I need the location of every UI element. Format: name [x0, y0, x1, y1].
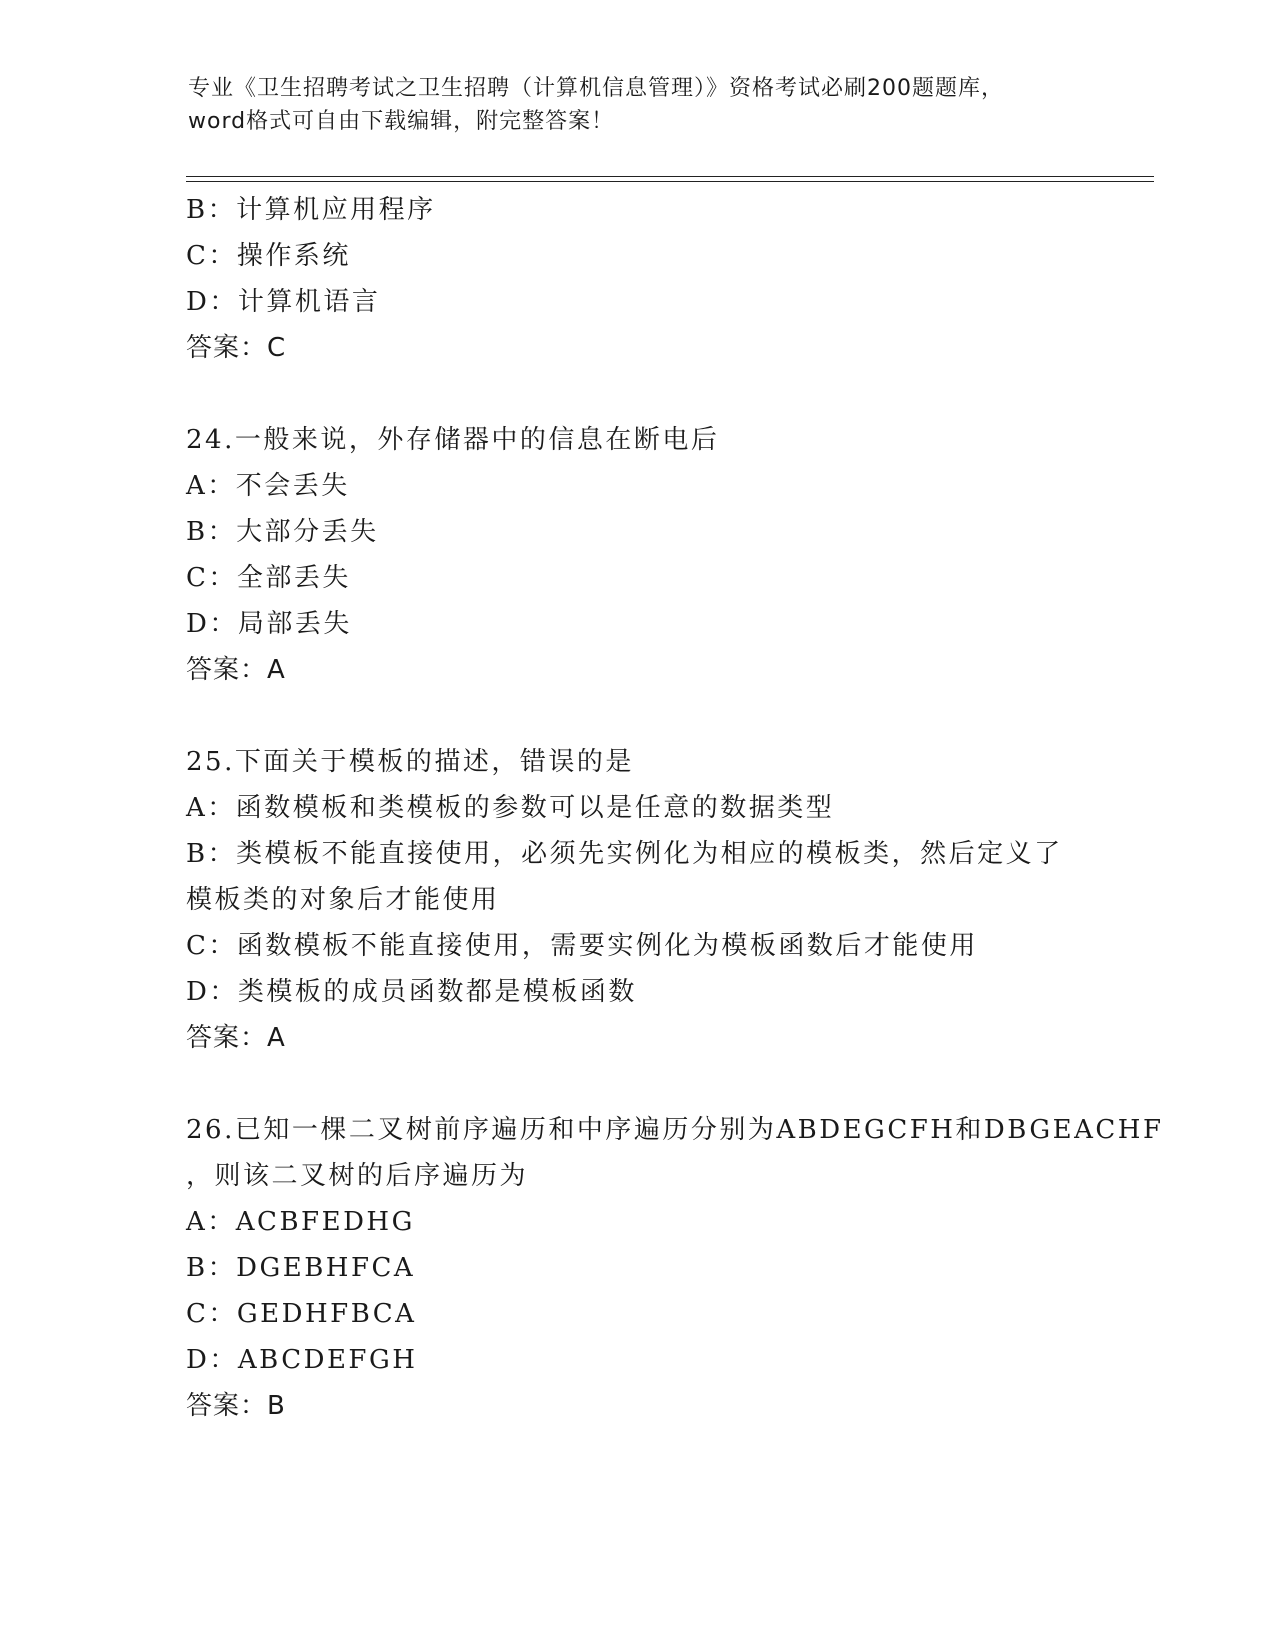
answer: 答案：C	[186, 333, 287, 363]
option-b-continued: 模板类的对象后才能使用	[186, 885, 500, 915]
option-a: A：不会丢失	[186, 471, 350, 501]
question-25	[186, 739, 1086, 1061]
question-stem: 26.已知一棵二叉树前序遍历和中序遍历分别为ABDEGCFH和DBGEACHF	[186, 1115, 1164, 1145]
question-stem-continued: ，则该二叉树的后序遍历为	[186, 1161, 529, 1191]
answer: 答案：A	[186, 655, 286, 685]
question-stem: 25.下面关于模板的描述，错误的是	[186, 747, 634, 777]
option-a: A：函数模板和类模板的参数可以是任意的数据类型	[186, 793, 835, 823]
spacer	[186, 371, 1086, 417]
option-c: C：全部丢失	[186, 563, 351, 593]
option-b: B：DGEBHFCA	[186, 1253, 416, 1283]
option-d: D：类模板的成员函数都是模板函数	[186, 977, 637, 1007]
option-c: C：GEDHFBCA	[186, 1299, 417, 1329]
answer: 答案：B	[186, 1391, 286, 1421]
question-24	[186, 417, 1086, 693]
question-list	[186, 187, 1164, 1429]
option-c: C：函数模板不能直接使用，需要实例化为模板函数后才能使用	[186, 931, 978, 961]
answer: 答案：A	[186, 1023, 286, 1053]
question-stem: 24.一般来说，外存储器中的信息在断电后	[186, 425, 720, 455]
option-c: C：操作系统	[186, 241, 351, 271]
option-b: B：计算机应用程序	[186, 195, 436, 225]
document-header	[188, 72, 1088, 138]
option-b: B：大部分丢失	[186, 517, 379, 547]
spacer	[186, 1061, 1086, 1107]
option-d: D：局部丢失	[186, 609, 352, 639]
option-d: D：ABCDEFGH	[186, 1345, 418, 1375]
header-divider-bottom	[186, 181, 1154, 182]
option-b: B：类模板不能直接使用，必须先实例化为相应的模板类，然后定义了	[186, 839, 1063, 869]
header-title-line-2: word格式可自由下载编辑，附完整答案！	[188, 109, 615, 134]
header-title-line-1: 专业《卫生招聘考试之卫生招聘（计算机信息管理）》资格考试必刷200题题库，	[188, 76, 1004, 101]
option-d: D：计算机语言	[186, 287, 381, 317]
question-26	[186, 1107, 1164, 1429]
question-23	[186, 187, 1086, 371]
spacer	[186, 693, 1086, 739]
header-divider-top	[186, 176, 1154, 177]
option-a: A：ACBFEDHG	[186, 1207, 415, 1237]
